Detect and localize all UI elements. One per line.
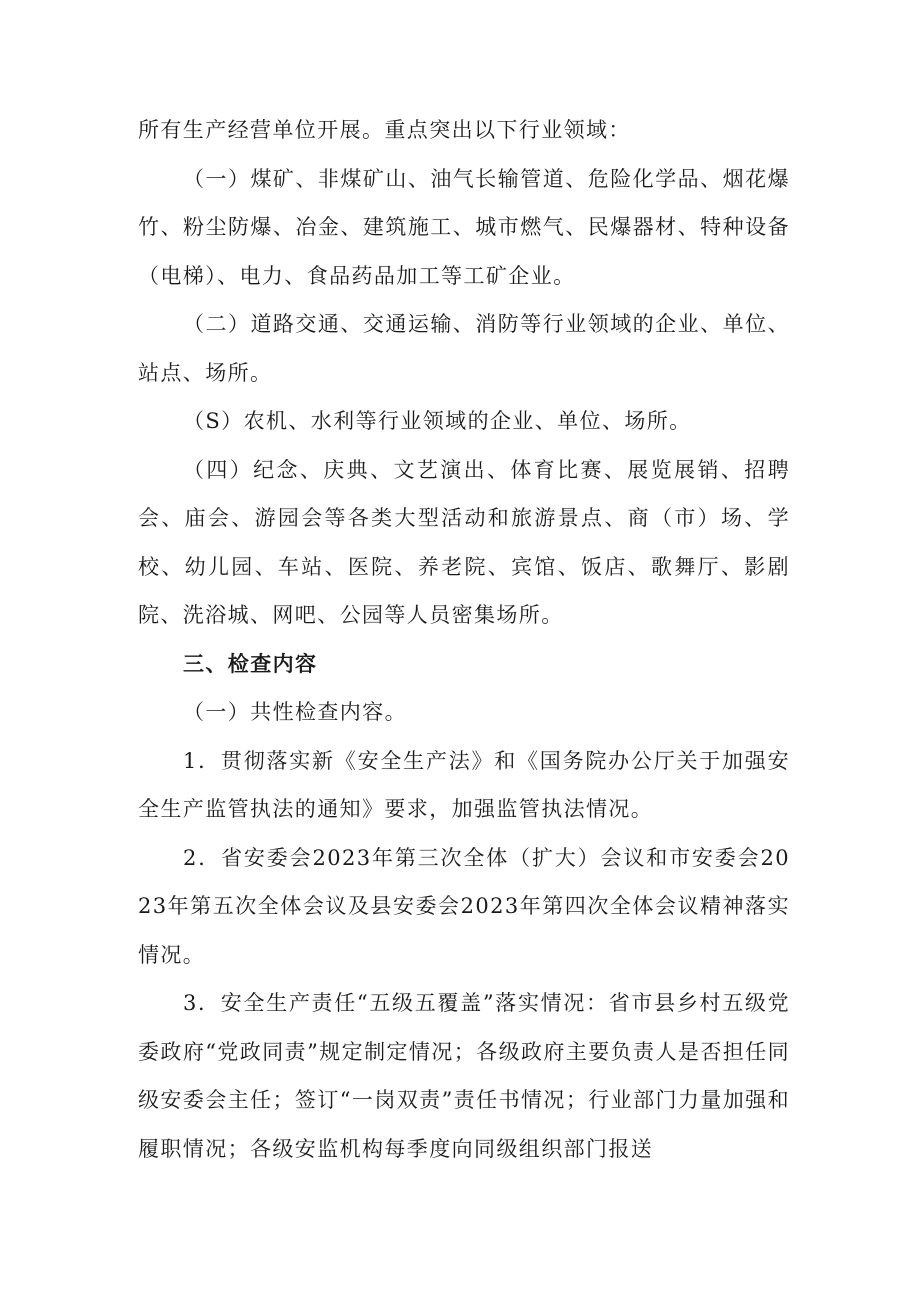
paragraph-point-1: 1．贯彻落实新《安全生产法》和《国务院办公厅关于加强安全生产监管执法的通知》要求，加强监管执法情况。 [138, 748, 790, 821]
paragraph-item-4: （四）纪念、庆典、文艺演出、体育比赛、展览展销、招聘会、庙会、游园会等各类大型活动和旅游景点、商（市）场、学校、幼儿园、车站、医院、养老院、宾馆、饭店、歌舞厅、影剧院、洗浴城、网吧、公园等人员密集场所。 [138, 457, 790, 627]
paragraph-continuation: 所有生产经营单位开展。重点突出以下行业领域： [138, 118, 631, 142]
document-page [138, 106, 790, 1173]
paragraph-point-3: 3．安全生产责任“五级五覆盖”落实情况：省市县乡村五级党委政府“党政同责”规定制定情况；各级政府主要负责人是否担任同级安委会主任；签订“一岗双责”责任书情况；行业部门力量加强和履职情况；各级安监机构每季度向同级组织部门报送 [138, 991, 790, 1161]
paragraph-item-2: （二）道路交通、交通运输、消防等行业领域的企业、单位、站点、场所。 [138, 312, 790, 385]
section-heading-inspection-content: 三、检查内容 [183, 651, 318, 676]
paragraph-point-2: 2．省安委会2023年第三次全体（扩大）会议和市安委会2023年第五次全体会议及县安委会2023年第四次全体会议精神落实情况。 [138, 845, 790, 967]
subheading-common-content: （一）共性检查内容。 [183, 700, 407, 724]
paragraph-item-3: （S）农机、水利等行业领域的企业、单位、场所。 [183, 409, 692, 433]
paragraph-item-1: （一）煤矿、非煤矿山、油气长输管道、危险化学品、烟花爆竹、粉尘防爆、冶金、建筑施工、城市燃气、民爆器材、特种设备（电梯）、电力、食品药品加工等工矿企业。 [138, 166, 790, 288]
